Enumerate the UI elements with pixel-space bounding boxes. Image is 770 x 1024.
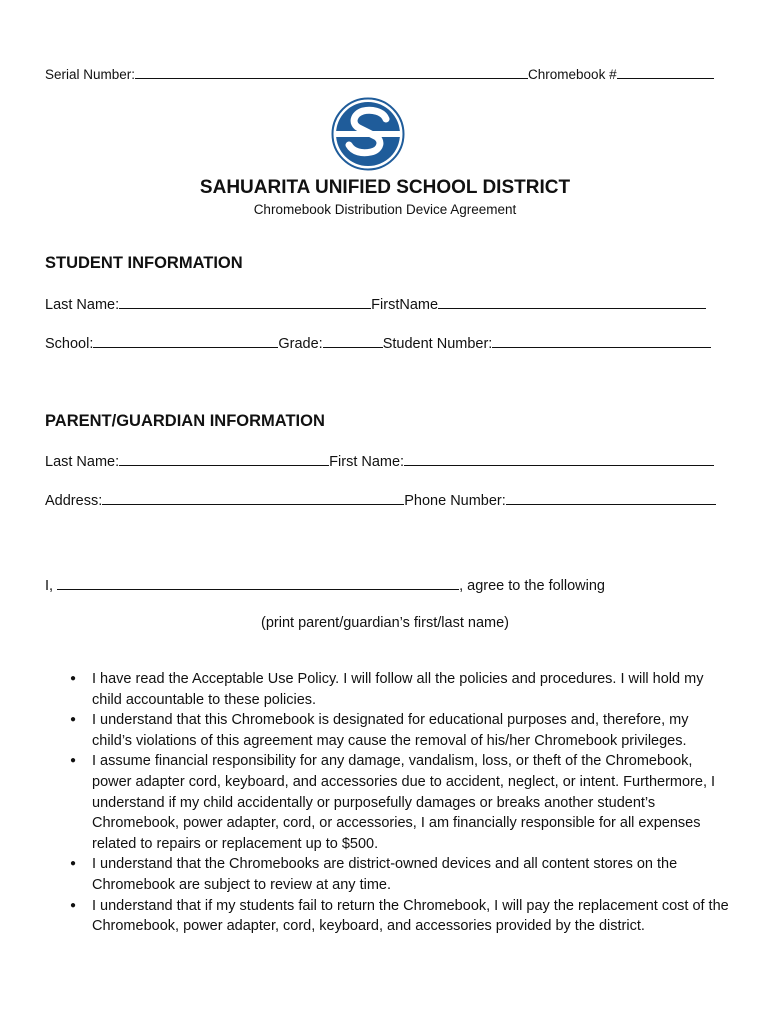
student-last-name-label: Last Name: xyxy=(45,297,120,313)
print-name-caption: (print parent/guardian’s first/last name) xyxy=(261,615,509,631)
serial-number-field[interactable] xyxy=(45,65,714,82)
agreement-item: ● I understand that if my students fail to return the Chromebook, I will pay the replacement cost of the Chromebook, power adapter, cord, keyboard, and accessories provided by the district. xyxy=(70,896,730,937)
address-label: Address: xyxy=(45,493,103,509)
agreement-statement xyxy=(45,576,605,594)
agreement-prefix: I, xyxy=(45,578,54,594)
document-subtitle: Chromebook Distribution Device Agreement xyxy=(253,202,517,217)
agreement-suffix: , agree to the following xyxy=(459,578,605,594)
address-input[interactable] xyxy=(102,491,404,505)
agreement-item: ● I assume financial responsibility for any damage, vandalism, loss, or theft of the Chromebook, power adapter cord, keyboard, and accessories due to accident, neglect, or intent. Furthermore, I understand if my child accidentally or purposefully damages or breaks another student’s Chromebook, power adapter, cord, or accessories, I am financially responsible for all expenses related to repairs or replacement up to $500. xyxy=(70,751,730,854)
parent-last-name-label: Last Name: xyxy=(45,454,120,470)
serial-number-input-line[interactable] xyxy=(135,65,528,79)
district-name: SAHUARITA UNIFIED SCHOOL DISTRICT xyxy=(199,177,571,198)
parent-last-name-input[interactable] xyxy=(119,452,329,466)
school-input[interactable] xyxy=(93,334,278,348)
student-school-row xyxy=(45,334,711,352)
agreement-item: ● I have read the Acceptable Use Policy. I will follow all the policies and procedures. I will hold my child accountable to these policies. xyxy=(70,669,730,710)
student-info-heading: STUDENT INFORMATION xyxy=(45,254,243,272)
student-first-name-label: FirstName xyxy=(371,297,439,313)
serial-number-label: Serial Number: xyxy=(45,67,136,82)
agreement-item: ● I understand that the Chromebooks are district-owned devices and all content stores on the Chromebook are subject to review at any time. xyxy=(70,854,730,895)
student-number-label: Student Number: xyxy=(382,336,493,352)
parent-info-heading: PARENT/GUARDIAN INFORMATION xyxy=(45,412,325,430)
student-first-name-input[interactable] xyxy=(438,295,706,309)
student-last-name-input[interactable] xyxy=(119,295,371,309)
agreement-list xyxy=(70,669,730,937)
agreement-item: ● I understand that this Chromebook is designated for educational purposes and, therefore, my child’s violations of this agreement may cause the removal of his/her Chromebook privileges. xyxy=(70,710,730,751)
chromebook-number-input-line[interactable] xyxy=(617,65,714,79)
phone-number-label: Phone Number: xyxy=(404,493,506,509)
guardian-print-name-input[interactable] xyxy=(57,576,459,590)
phone-number-input[interactable] xyxy=(506,491,716,505)
chromebook-number-label: Chromebook # xyxy=(528,67,617,82)
parent-first-name-label: First Name: xyxy=(329,454,405,470)
student-number-input[interactable] xyxy=(492,334,711,348)
parent-first-name-input[interactable] xyxy=(404,452,714,466)
parent-name-row xyxy=(45,452,714,470)
district-logo-icon xyxy=(331,97,405,171)
grade-label: Grade: xyxy=(278,336,323,352)
student-name-row xyxy=(45,295,706,313)
school-label: School: xyxy=(45,336,94,352)
parent-contact-row xyxy=(45,491,716,509)
grade-input[interactable] xyxy=(323,334,383,348)
